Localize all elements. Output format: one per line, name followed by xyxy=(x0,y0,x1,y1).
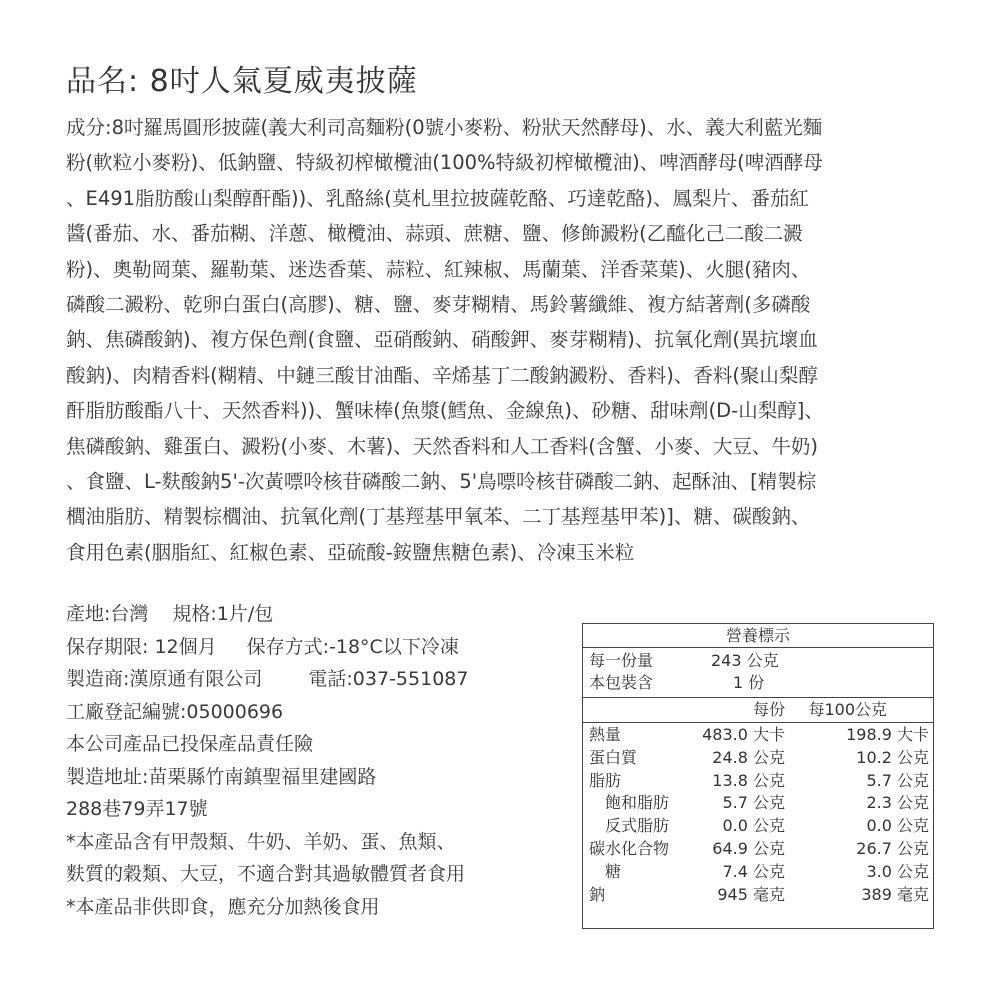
heating-warning: *本產品非供即食，應充分加熱後食用 xyxy=(66,895,380,918)
ingredients-line: 鈉、焦磷酸鈉)、複方保色劑(食鹽、亞硝酸鈉、硝酸鉀、麥芽糊精)、抗氧化劑(異抗壞血 xyxy=(66,328,818,352)
nutrient-per-100g: 3.0 公克 xyxy=(866,861,929,881)
nutrient-per-serving: 483.0 大卡 xyxy=(702,725,785,744)
ingredients-line: 食用色素(胭脂紅、紅椒色素、亞硫酸-銨鹽焦糖色素)、冷凍玉米粒 xyxy=(66,540,635,564)
ingredients-line: 、E491脂肪酸山梨醇酐酯))、乳酪絲(莫札里拉披薩乾酪、巧達乾酪)、鳳梨片、番茄紅 xyxy=(66,186,809,210)
nutrient-per-serving: 945 毫克 xyxy=(717,884,785,904)
divider xyxy=(583,697,933,698)
serving-size-value: 243 公克 xyxy=(711,651,779,670)
address-line-1: 製造地址:苗栗縣竹南鎮聖福里建國路 xyxy=(66,765,377,788)
product-title: 品名: 8吋人氣夏威夷披薩 xyxy=(66,64,418,99)
nutrient-per-100g: 0.0 公克 xyxy=(866,816,929,836)
nutrient-per-100g: 26.7 公克 xyxy=(856,839,929,858)
ingredients-line: 酐脂肪酸酯八十、天然香料))、蟹味棒(魚漿(鱈魚、金線魚)、砂糖、甜味劑(D-山梨醇]、 xyxy=(66,399,824,423)
factory-reg: 工廠登記編號:05000696 xyxy=(66,700,284,723)
product-info xyxy=(66,598,566,923)
nutrient-label: 糖 xyxy=(605,861,622,881)
ingredients-line: 粉(軟粒小麥粉)、低鈉鹽、特級初榨橄欖油(100%特級初榨橄欖油)、啤酒酵母(啤酒酵母 xyxy=(66,151,823,175)
servings-value: 1 份 xyxy=(733,673,765,692)
allergen-line-1: *本產品含有甲殼類、牛奶、羊奶、蛋、魚類、 xyxy=(66,830,456,853)
nutrient-per-serving: 5.7 公克 xyxy=(722,793,785,813)
nutrient-per-serving: 13.8 公克 xyxy=(712,770,785,790)
origin-spec-row xyxy=(66,598,566,631)
address-line-2: 288巷79弄17號 xyxy=(66,798,208,820)
shelf-life: 保存期限: 12個月 xyxy=(66,635,217,658)
nutrient-per-100g: 389 毫克 xyxy=(861,884,929,904)
nutrient-label: 脂肪 xyxy=(589,770,622,790)
nutrition-title: 營養標示 xyxy=(725,626,790,645)
phone: 電話:037-551087 xyxy=(308,668,469,690)
ingredients-text xyxy=(66,110,942,570)
ingredients-line: 醬(番茄、水、番茄糊、洋蔥、橄欖油、蒜頭、蔗糖、鹽、修飾澱粉(乙醯化己二酸二澱 xyxy=(66,222,803,246)
nutrient-label: 鈉 xyxy=(589,884,606,904)
ingredients-line: 磷酸二澱粉、乾卵白蛋白(高膠)、糖、鹽、麥芽糊精、馬鈴薯纖維、複方結著劑(多磷酸 xyxy=(66,293,811,317)
insurance: 本公司產品已投保產品責任險 xyxy=(66,733,314,755)
nutrient-per-serving: 24.8 公克 xyxy=(712,747,785,767)
nutrient-label: 飽和脂肪 xyxy=(605,793,670,813)
ingredients-line: 櫚油脂肪、精製棕櫚油、抗氧化劑(丁基羥基甲氧苯、二丁基羥基甲苯)]、糖、碳酸鈉、 xyxy=(66,505,811,529)
nutrient-per-serving: 7.4 公克 xyxy=(722,861,785,881)
servings-label: 本包裝含 xyxy=(589,673,654,692)
manufacturer: 製造商:漢原通有限公司 xyxy=(66,668,263,690)
nutrient-per-serving: 64.9 公克 xyxy=(712,839,785,858)
storage: 保存方式:-18°C以下冷凍 xyxy=(246,635,459,658)
nutrient-label: 蛋白質 xyxy=(589,747,638,767)
nutrient-label: 熱量 xyxy=(589,725,622,744)
nutrient-per-100g: 10.2 公克 xyxy=(856,747,929,767)
nutrient-per-serving: 0.0 公克 xyxy=(722,816,785,836)
ingredients-line: 酸鈉)、肉精香料(糊精、中鏈三酸甘油酯、辛烯基丁二酸鈉澱粉、香料)、香料(聚山梨醇 xyxy=(66,363,818,387)
ingredients-line: 焦磷酸鈉、雞蛋白、澱粉(小麥、木薯)、天然香料和人工香料(含蟹、小麥、大豆、牛奶) xyxy=(66,434,818,458)
nutrient-per-100g: 198.9 大卡 xyxy=(846,725,929,744)
nutrition-table xyxy=(582,623,934,929)
divider xyxy=(583,722,933,723)
nutrient-label: 反式脂肪 xyxy=(605,816,670,836)
serving-size-label: 每一份量 xyxy=(589,651,654,670)
spec: 規格:1片/包 xyxy=(172,603,274,625)
nutrient-label: 碳水化合物 xyxy=(589,839,670,858)
ingredients-line: 粉)、奧勒岡葉、羅勒葉、迷迭香葉、蒜粒、紅辣椒、馬蘭葉、洋香菜葉)、火腿(豬肉、 xyxy=(66,257,811,281)
nutrient-per-100g: 2.3 公克 xyxy=(866,793,929,813)
col-per-serving: 每份 xyxy=(752,700,785,719)
divider xyxy=(583,647,933,648)
nutrient-per-100g: 5.7 公克 xyxy=(866,770,929,790)
origin: 產地:台灣 xyxy=(66,603,149,625)
allergen-line-2: 麩質的穀類、大豆，不適合對其過敏體質者食用 xyxy=(66,863,466,885)
col-per-100g: 每100公克 xyxy=(808,700,887,719)
ingredients-line: 、食鹽、L-麩酸鈉5'-次黃嘌呤核苷磷酸二鈉、5'鳥嘌呤核苷磷酸二鈉、起酥油、[精製棕 xyxy=(66,470,817,494)
shelf-storage-row xyxy=(66,631,566,664)
ingredients-line: 成分:8吋羅馬圓形披薩(義大利司高麵粉(0號小麥粉、粉狀天然酵母)、水、義大利藍光麵 xyxy=(66,116,823,139)
manufacturer-row xyxy=(66,663,566,696)
